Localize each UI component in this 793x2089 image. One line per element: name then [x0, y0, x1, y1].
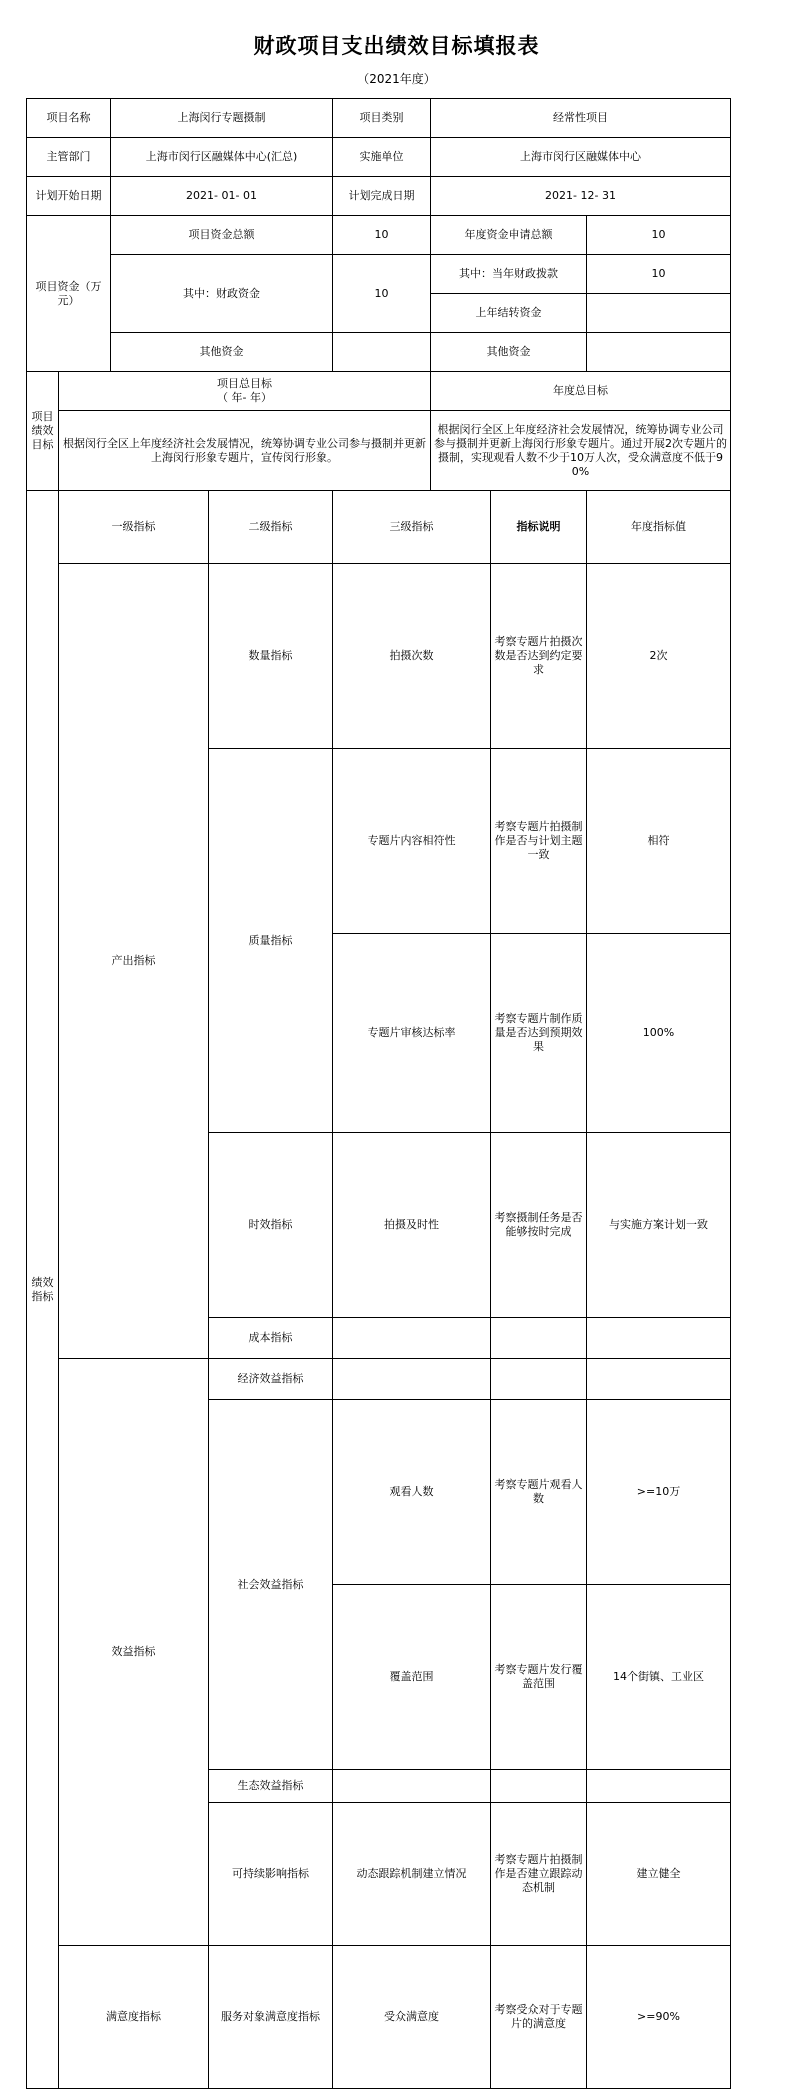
label-indicators: 绩效指标 — [27, 491, 59, 2089]
table-row — [27, 99, 731, 138]
value-start: 2021- 01- 01 — [111, 177, 333, 216]
table-row — [27, 372, 731, 411]
cell-r3-desc: 考察专题片制作质量是否达到预期效果 — [491, 934, 587, 1133]
cell-r7-desc: 考察专题片拍摄制作是否建立跟踪动态机制 — [491, 1803, 587, 1946]
label-dept: 主管部门 — [27, 138, 111, 177]
cell-cost-name — [333, 1318, 491, 1359]
cell-r4-name: 拍摄及时性 — [333, 1133, 491, 1318]
label-cost: 成本指标 — [209, 1318, 333, 1359]
value-total: 10 — [333, 216, 431, 255]
table-row — [27, 564, 731, 749]
cell-cost-desc — [491, 1318, 587, 1359]
cell-r7-name: 动态跟踪机制建立情况 — [333, 1803, 491, 1946]
cell-r5-value: >=10万 — [587, 1400, 731, 1585]
annual-goal-header: 年度总目标 — [431, 372, 731, 411]
cell-eco-name — [333, 1770, 491, 1803]
header-level3: 三级指标 — [333, 491, 491, 564]
label-quantity: 数量指标 — [209, 564, 333, 749]
cell-r6-value: 14个街镇、工业区 — [587, 1585, 731, 1770]
cell-r1-desc: 考察专题片拍摄次数是否达到约定要求 — [491, 564, 587, 749]
cell-r8-desc: 考察受众对于专题片的满意度 — [491, 1946, 587, 2089]
label-impl: 实施单位 — [333, 138, 431, 177]
cell-r4-desc: 考察摄制任务是否能够按时完成 — [491, 1133, 587, 1318]
label-fiscal: 其中：财政资金 — [111, 255, 333, 333]
label-economic: 经济效益指标 — [209, 1359, 333, 1400]
value-dept: 上海市闵行区融媒体中心(汇总) — [111, 138, 333, 177]
page-title: 财政项目支出绩效目标填报表 — [253, 34, 540, 58]
header-value: 年度指标值 — [587, 491, 731, 564]
label-eco: 生态效益指标 — [209, 1770, 333, 1803]
value-other2 — [587, 333, 731, 372]
value-project-type: 经常性项目 — [431, 99, 731, 138]
label-annual: 年度资金申请总额 — [431, 216, 587, 255]
label-quality: 质量指标 — [209, 749, 333, 1133]
cell-r7-value: 建立健全 — [587, 1803, 731, 1946]
table-row — [27, 177, 731, 216]
label-funds: 项目资金（万元） — [27, 216, 111, 372]
cell-r6-desc: 考察专题片发行覆盖范围 — [491, 1585, 587, 1770]
label-sustain: 可持续影响指标 — [209, 1803, 333, 1946]
cell-r8-name: 受众满意度 — [333, 1946, 491, 2089]
cell-econ-desc — [491, 1359, 587, 1400]
label-benefit: 效益指标 — [59, 1359, 209, 1946]
cell-r4-value: 与实施方案计划一致 — [587, 1133, 731, 1318]
cell-r3-name: 专题片审核达标率 — [333, 934, 491, 1133]
label-time: 时效指标 — [209, 1133, 333, 1318]
cell-r5-name: 观看人数 — [333, 1400, 491, 1585]
cell-eco-value — [587, 1770, 731, 1803]
cell-r2-value: 相符 — [587, 749, 731, 934]
label-service: 服务对象满意度指标 — [209, 1946, 333, 2089]
header-desc: 指标说明 — [491, 491, 587, 564]
value-other — [333, 333, 431, 372]
cell-econ-value — [587, 1359, 731, 1400]
table-row — [27, 255, 731, 294]
cell-r2-name: 专题片内容相符性 — [333, 749, 491, 934]
label-other: 其他资金 — [111, 333, 333, 372]
cell-r8-value: >=90% — [587, 1946, 731, 2089]
value-impl: 上海市闵行区融媒体中心 — [431, 138, 731, 177]
header-level2: 二级指标 — [209, 491, 333, 564]
value-fiscal: 10 — [333, 255, 431, 333]
value-end: 2021- 12- 31 — [431, 177, 731, 216]
performance-table — [26, 98, 731, 2089]
label-satisfaction: 满意度指标 — [59, 1946, 209, 2089]
label-project-name: 项目名称 — [27, 99, 111, 138]
label-total: 项目资金总额 — [111, 216, 333, 255]
header-level1: 一级指标 — [59, 491, 209, 564]
overall-goal-sub: （ 年- 年） — [217, 391, 272, 404]
cell-r6-name: 覆盖范围 — [333, 1585, 491, 1770]
value-project-name: 上海闵行专题摄制 — [111, 99, 333, 138]
label-goals: 项目绩效目标 — [27, 372, 59, 491]
table-row — [27, 333, 731, 372]
table-row — [27, 491, 731, 564]
overall-goal-label: 项目总目标 — [217, 377, 272, 390]
label-project-type: 项目类别 — [333, 99, 431, 138]
table-row — [27, 216, 731, 255]
label-social: 社会效益指标 — [209, 1400, 333, 1770]
label-carry: 上年结转资金 — [431, 294, 587, 333]
cell-r1-name: 拍摄次数 — [333, 564, 491, 749]
label-current: 其中：当年财政拨款 — [431, 255, 587, 294]
value-annual: 10 — [587, 216, 731, 255]
year-subtitle: （2021年度） — [357, 72, 436, 86]
table-row — [27, 138, 731, 177]
cell-r5-desc: 考察专题片观看人数 — [491, 1400, 587, 1585]
table-row — [27, 1946, 731, 2089]
label-output: 产出指标 — [59, 564, 209, 1359]
cell-r3-value: 100% — [587, 934, 731, 1133]
table-row — [27, 1359, 731, 1400]
cell-eco-desc — [491, 1770, 587, 1803]
overall-goal-text: 根据闵行全区上年度经济社会发展情况，统筹协调专业公司参与摄制并更新上海闵行形象专题片，宣传闵行形象。 — [59, 411, 431, 491]
annual-goal-text: 根据闵行全区上年度经济社会发展情况，统筹协调专业公司参与摄制并更新上海闵行形象专题片。通过开展2次专题片的摄制，实现观看人数不少于10万人次，受众满意度不低于90% — [431, 411, 731, 491]
label-start: 计划开始日期 — [27, 177, 111, 216]
cell-econ-name — [333, 1359, 491, 1400]
value-current: 10 — [587, 255, 731, 294]
table-row — [27, 411, 731, 491]
label-end: 计划完成日期 — [333, 177, 431, 216]
overall-goal-header — [59, 372, 431, 411]
cell-r1-value: 2次 — [587, 564, 731, 749]
cell-cost-value — [587, 1318, 731, 1359]
label-other2: 其他资金 — [431, 333, 587, 372]
value-carry — [587, 294, 731, 333]
cell-r2-desc: 考察专题片拍摄制作是否与计划主题一致 — [491, 749, 587, 934]
